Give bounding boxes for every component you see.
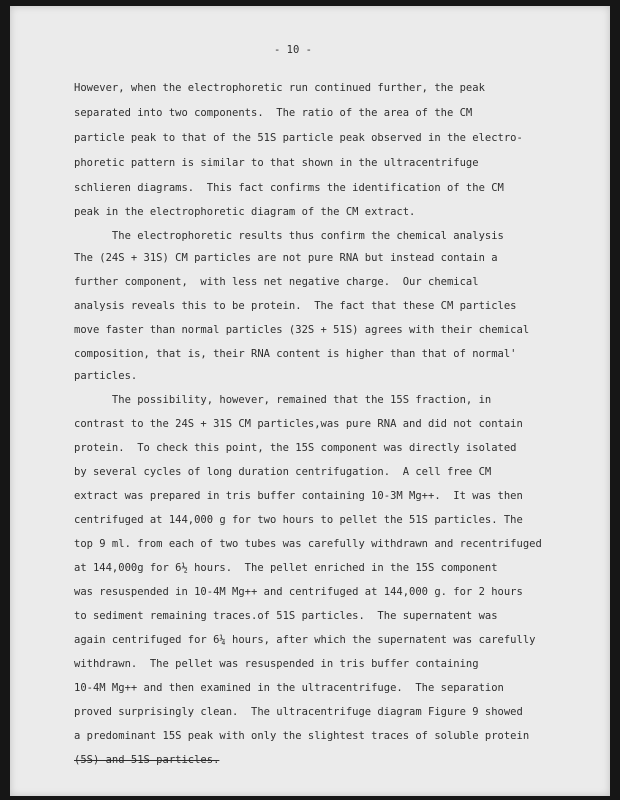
text-line: centrifuged at 144,000 g for two hours to pellet the 51S particles. The bbox=[74, 514, 523, 526]
text-line: extract was prepared in tris buffer containing 10-3M Mg++. It was then bbox=[74, 490, 523, 502]
text-line: schlieren diagrams. This fact confirms the identification of the CM bbox=[74, 182, 504, 194]
text-line: again centrifuged for 6¼ hours, after which the supernatent was carefully bbox=[74, 634, 536, 646]
struck-text-line: (5S) and 51S particles. bbox=[74, 754, 220, 766]
text-line: separated into two components. The ratio of the area of the CM bbox=[74, 107, 473, 119]
text-line: protein. To check this point, the 15S component was directly isolated bbox=[74, 442, 517, 454]
text-line: contrast to the 24S + 31S CM particles,was pure RNA and did not contain bbox=[74, 418, 523, 430]
text-line: withdrawn. The pellet was resuspended in tris buffer containing bbox=[74, 658, 479, 670]
text-line: peak in the electrophoretic diagram of the CM extract. bbox=[74, 206, 416, 218]
text-line: analysis reveals this to be protein. The fact that these CM particles bbox=[74, 300, 517, 312]
text-line: proved surprisingly clean. The ultracentrifuge diagram Figure 9 showed bbox=[74, 706, 523, 718]
text-line: particles. bbox=[74, 370, 138, 382]
text-line: further component, with less net negative charge. Our chemical bbox=[74, 276, 479, 288]
text-line: The (24S + 31S) CM particles are not pure RNA but instead contain a bbox=[74, 252, 498, 264]
text-line: at 144,000g for 6½ hours. The pellet enriched in the 15S component bbox=[74, 562, 498, 574]
text-line: was resuspended in 10-4M Mg++ and centrifuged at 144,000 g. for 2 hours bbox=[74, 586, 523, 598]
text-line: to sediment remaining traces.of 51S particles. The supernatent was bbox=[74, 610, 498, 622]
page-number: - 10 - bbox=[274, 44, 312, 56]
text-line: phoretic pattern is similar to that shown in the ultracentrifuge bbox=[74, 157, 479, 169]
text-line: top 9 ml. from each of two tubes was carefully withdrawn and recentrifuged bbox=[74, 538, 542, 550]
text-line: The electrophoretic results thus confirm the chemical analysis bbox=[74, 230, 504, 242]
text-line: The possibility, however, remained that the 15S fraction, in bbox=[74, 394, 492, 406]
document-page bbox=[10, 6, 610, 796]
text-line: a predominant 15S peak with only the slightest traces of soluble protein bbox=[74, 730, 530, 742]
text-line: composition, that is, their RNA content is higher than that of normal' bbox=[74, 348, 517, 360]
text-line: particle peak to that of the 51S particle peak observed in the electro- bbox=[74, 132, 523, 144]
text-line: 10-4M Mg++ and then examined in the ultracentrifuge. The separation bbox=[74, 682, 504, 694]
text-line: by several cycles of long duration centrifugation. A cell free CM bbox=[74, 466, 492, 478]
text-line: move faster than normal particles (32S + 51S) agrees with their chemical bbox=[74, 324, 530, 336]
text-line: However, when the electrophoretic run continued further, the peak bbox=[74, 82, 485, 94]
